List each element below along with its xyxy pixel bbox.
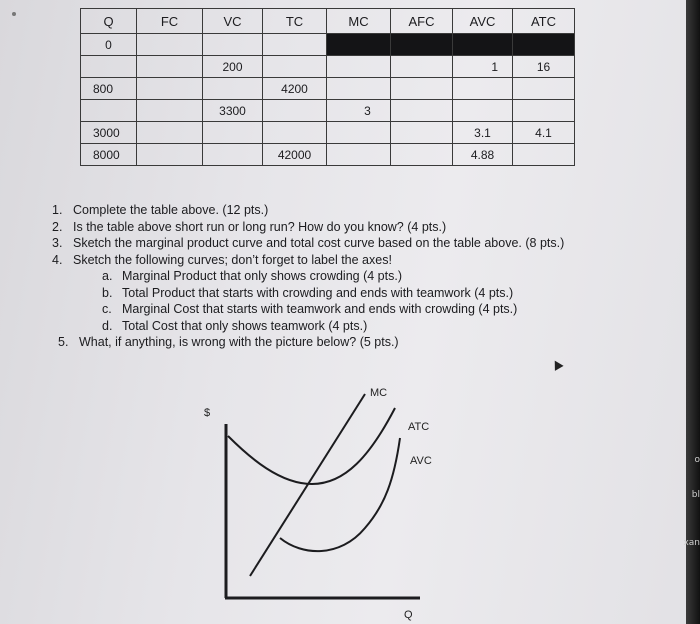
cell-q bbox=[81, 100, 137, 122]
sub-item-text: Total Cost that only shows teamwork (4 pts.) bbox=[122, 318, 368, 333]
sub-item-letter: b. bbox=[102, 285, 113, 300]
sub-item-a bbox=[52, 268, 612, 285]
cell-fc bbox=[137, 56, 203, 78]
question-text: Sketch the marginal product curve and total cost curve based on the table above. (8 pts.) bbox=[73, 236, 565, 250]
cell-q bbox=[81, 56, 137, 78]
sub-item-d bbox=[52, 318, 612, 335]
table-row bbox=[81, 78, 575, 100]
header-tc: TC bbox=[263, 9, 327, 34]
cell-atc bbox=[513, 144, 575, 166]
cell-q: 3000 bbox=[81, 122, 137, 144]
x-axis-label: Q bbox=[404, 609, 413, 621]
cell-tc: 42000 bbox=[263, 144, 327, 166]
cell-afc bbox=[391, 78, 453, 100]
header-afc: AFC bbox=[391, 9, 453, 34]
edge-fragment: xan bbox=[683, 538, 700, 548]
cell-mc bbox=[327, 78, 391, 100]
cell-mc bbox=[327, 144, 391, 166]
cell-q: 800 bbox=[81, 78, 137, 100]
cell-atc bbox=[513, 78, 575, 100]
y-axis-label: $ bbox=[204, 407, 211, 419]
cell-tc: 4200 bbox=[263, 78, 327, 100]
edge-shadow bbox=[686, 0, 700, 624]
mouse-pointer-icon bbox=[550, 358, 563, 371]
header-vc: VC bbox=[203, 9, 263, 34]
cell-avc-shaded bbox=[453, 34, 513, 56]
cell-fc bbox=[137, 122, 203, 144]
sub-item-letter: d. bbox=[102, 318, 113, 333]
edge-fragment: o bbox=[694, 455, 700, 465]
cell-vc bbox=[203, 122, 263, 144]
table-row bbox=[81, 122, 575, 144]
question-2 bbox=[52, 219, 612, 236]
question-text: Is the table above short run or long run? How do you know? (4 pts.) bbox=[73, 219, 447, 234]
cell-vc bbox=[203, 78, 263, 100]
cell-afc bbox=[391, 100, 453, 122]
cell-afc-shaded bbox=[391, 34, 453, 56]
cell-avc: 3.1 bbox=[453, 122, 513, 144]
avc-curve bbox=[280, 438, 400, 551]
cell-mc bbox=[327, 56, 391, 78]
cost-curves-graph bbox=[180, 380, 440, 624]
question-1 bbox=[52, 202, 612, 219]
question-number: 1. bbox=[52, 203, 63, 217]
header-fc: FC bbox=[137, 9, 203, 34]
cell-fc bbox=[137, 100, 203, 122]
question-text: What, if anything, is wrong with the picture below? (5 pts.) bbox=[79, 335, 399, 349]
sub-item-b bbox=[52, 285, 612, 302]
cell-afc bbox=[391, 56, 453, 78]
page-dot bbox=[12, 12, 16, 16]
cell-tc bbox=[263, 34, 327, 56]
table-row bbox=[81, 144, 575, 166]
cell-mc: 3 bbox=[327, 100, 391, 122]
cell-mc-shaded bbox=[327, 34, 391, 56]
cell-atc bbox=[513, 100, 575, 122]
question-text: Complete the table above. (12 pts.) bbox=[73, 203, 269, 217]
cell-fc bbox=[137, 144, 203, 166]
table-header-row bbox=[81, 9, 575, 34]
cell-atc: 4.1 bbox=[513, 122, 575, 144]
header-mc: MC bbox=[327, 9, 391, 34]
header-avc: AVC bbox=[453, 9, 513, 34]
cost-table bbox=[80, 8, 575, 166]
header-q: Q bbox=[81, 9, 137, 34]
mc-label: MC bbox=[370, 387, 388, 399]
question-4 bbox=[52, 252, 612, 269]
cell-avc: 1 bbox=[453, 56, 513, 78]
cell-vc: 3300 bbox=[203, 100, 263, 122]
question-list bbox=[52, 202, 612, 351]
sub-item-c bbox=[52, 301, 612, 318]
cell-fc bbox=[137, 78, 203, 100]
avc-label: AVC bbox=[410, 455, 432, 467]
atc-curve bbox=[228, 408, 395, 484]
question-text: Sketch the following curves; don’t forget to label the axes! bbox=[73, 252, 392, 267]
cell-mc bbox=[327, 122, 391, 144]
cell-avc bbox=[453, 100, 513, 122]
sub-item-letter: c. bbox=[102, 302, 112, 316]
cell-atc: 16 bbox=[513, 56, 575, 78]
mc-curve bbox=[250, 394, 365, 576]
sub-item-text: Marginal Cost that starts with teamwork and ends with crowding (4 pts.) bbox=[122, 302, 518, 316]
cell-avc bbox=[453, 78, 513, 100]
sub-item-text: Total Product that starts with crowding and ends with teamwork (4 pts.) bbox=[122, 285, 514, 300]
cell-q: 0 bbox=[81, 34, 137, 56]
cell-vc bbox=[203, 34, 263, 56]
cell-vc bbox=[203, 144, 263, 166]
cell-tc bbox=[263, 56, 327, 78]
question-number: 2. bbox=[52, 219, 63, 234]
cell-avc: 4.88 bbox=[453, 144, 513, 166]
cell-afc bbox=[391, 122, 453, 144]
atc-label: ATC bbox=[408, 421, 430, 433]
cell-q: 8000 bbox=[81, 144, 137, 166]
question-number: 3. bbox=[52, 236, 63, 250]
cell-tc bbox=[263, 100, 327, 122]
table-row bbox=[81, 34, 575, 56]
cell-atc-shaded bbox=[513, 34, 575, 56]
header-atc: ATC bbox=[513, 9, 575, 34]
table-row bbox=[81, 100, 575, 122]
sub-item-letter: a. bbox=[102, 269, 113, 283]
sub-item-text: Marginal Product that only shows crowding (4 pts.) bbox=[122, 269, 402, 283]
cell-fc bbox=[137, 34, 203, 56]
table-row bbox=[81, 56, 575, 78]
question-5 bbox=[58, 334, 618, 351]
cell-tc bbox=[263, 122, 327, 144]
edge-fragment: bl bbox=[691, 490, 700, 500]
cell-afc bbox=[391, 144, 453, 166]
cell-vc: 200 bbox=[203, 56, 263, 78]
question-number: 5. bbox=[58, 335, 69, 349]
question-3 bbox=[52, 235, 612, 252]
question-number: 4. bbox=[52, 252, 63, 267]
